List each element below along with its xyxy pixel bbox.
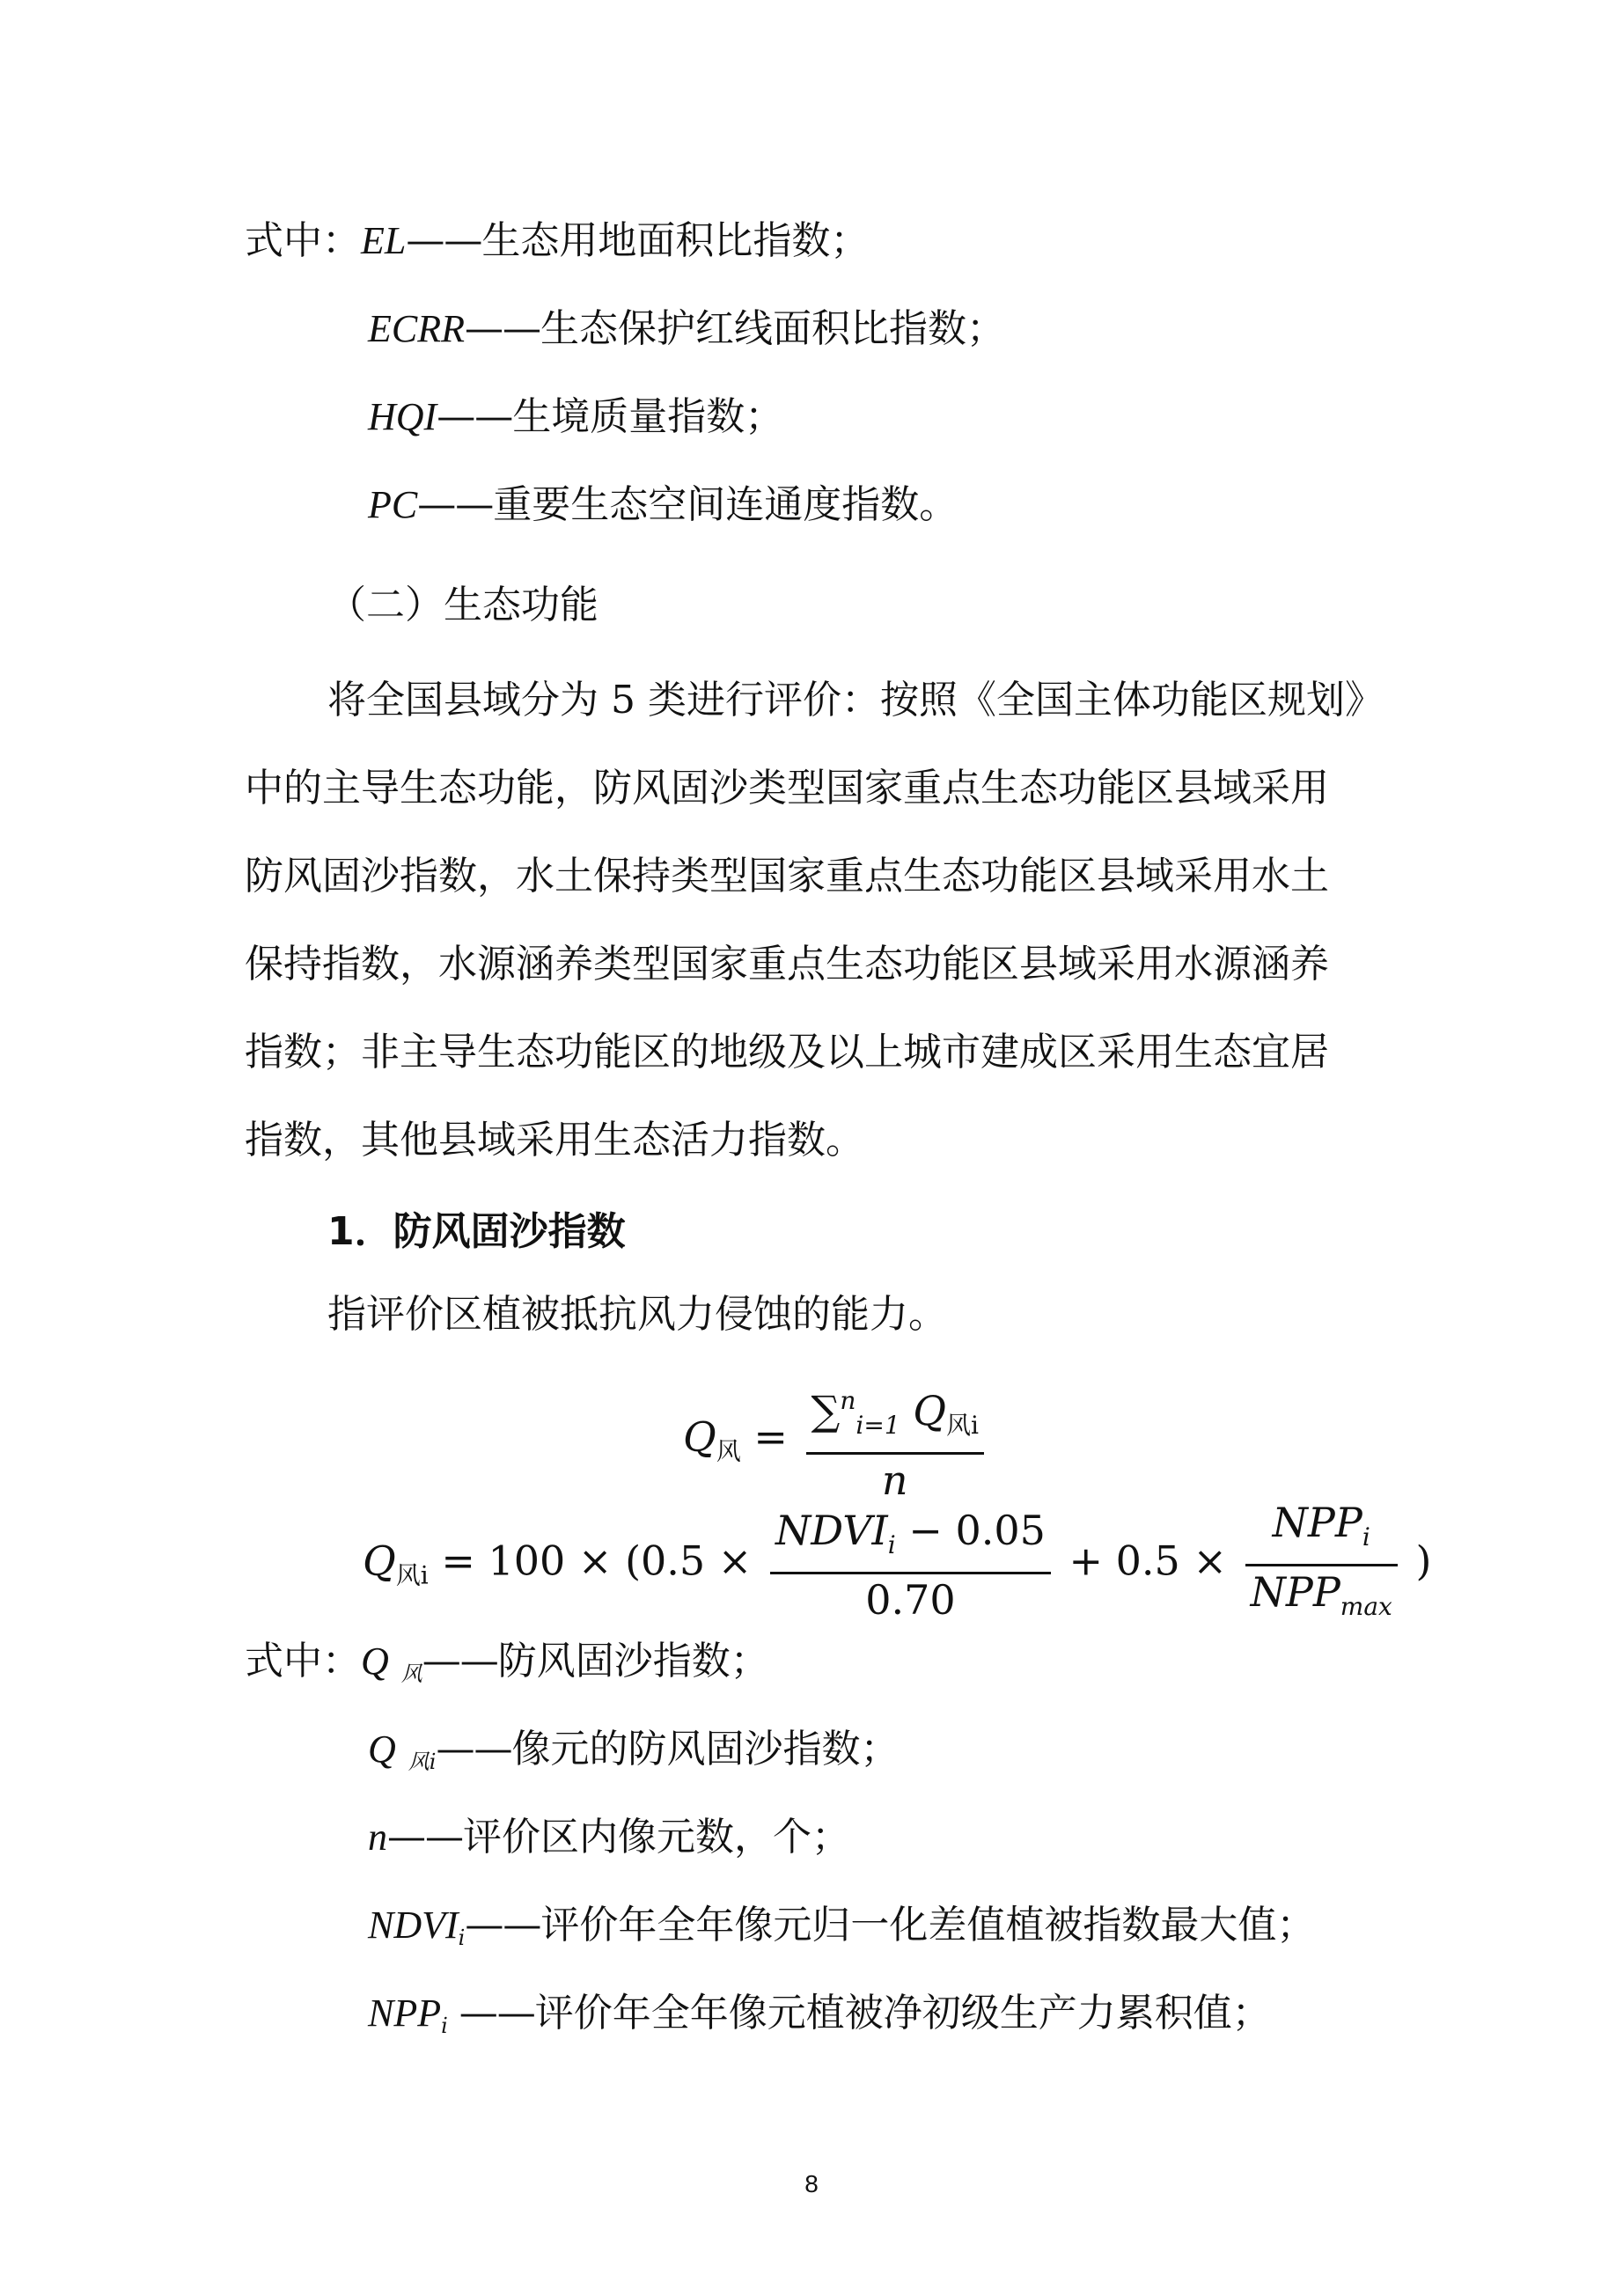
desc-q: 防风固沙指数； [497,1639,769,1683]
paragraph-line: 指数，其他县域采用生态活力指数。 [245,1118,864,1163]
formula-pixel-wind-index [363,1496,1431,1632]
sum-upper: n [840,1386,856,1415]
term-el: EL [361,219,407,262]
defs2-line-q [245,1635,769,1700]
desc-el: 生态用地面积比指数； [481,218,870,263]
dash: —— [387,1815,463,1860]
formula2-fraction-npp [1245,1496,1398,1632]
dash: —— [437,394,513,439]
dash: —— [417,482,494,527]
formula2-mid: + 0.5 × [1069,1537,1227,1585]
term-npp: NPP [368,1992,442,2035]
desc-ecrr: 生态保护红线面积比指数； [540,306,1005,351]
formula1-fraction [806,1375,984,1506]
paragraph-line: 保持指数，水源涵养类型国家重点生态功能区县域采用水源涵养 [245,942,1329,987]
formula2-lhs-sub: 风i [395,1560,429,1590]
defs2-line-qi [368,1723,899,1788]
formula1-lhs-var: Q [683,1412,716,1461]
nppmax-var: NPP [1250,1568,1340,1616]
dash: —— [406,218,482,263]
term-qi-sub: 风i [408,1750,437,1774]
term-q: Q [361,1639,389,1683]
paragraph-line: 防风固沙指数，水土保持类型国家重点生态功能区县域采用水土 [245,854,1329,899]
defs1-line-el [245,215,869,268]
paragraph-line: 将全国县域分为 5 类进行评价：按照《全国主体功能区规划》 [327,678,1384,723]
formula2-close: ) [1415,1537,1432,1585]
dash: —— [447,1991,535,2036]
term-hqi: HQI [368,395,437,438]
term-npp-sub: i [441,2014,448,2038]
term-ecrr: ECRR [368,307,465,350]
defs2-line-ndvi [368,1899,1315,1964]
formula1-eq: = [753,1412,788,1461]
dash: —— [436,1727,512,1772]
formula2-frac2-den [1245,1566,1398,1632]
ndvi-sub: i [887,1529,896,1559]
formula2-frac2-num [1245,1496,1398,1566]
term-pc: PC [368,483,418,526]
ndvi-rest: − 0.05 [895,1506,1046,1554]
formula2-fraction-ndvi [770,1504,1051,1625]
subsection-heading: 1．防风固沙指数 [327,1209,626,1254]
page-number: 8 [804,2170,819,2197]
formula2-lhs-var: Q [363,1537,396,1585]
paragraph-line: 指数；非主导生态功能区的地级及以上城市建成区采用生态宜居 [245,1030,1329,1075]
sum-symbol: ∑ [811,1387,841,1434]
ndvi-var: NDVI [775,1506,888,1554]
formula2-frac1-den: 0.70 [865,1575,956,1624]
defs1-line-pc [368,479,958,532]
formula2-eq-part: = 100 × (0.5 × [441,1537,753,1585]
defs1-line-hqi [368,391,783,444]
sum-lower: i=1 [856,1411,900,1440]
formula1-num-var: Q [913,1387,946,1434]
section-heading: （二）生态功能 [327,583,599,627]
formula-wind-index [683,1375,989,1506]
desc-hqi: 生境质量指数； [512,394,784,439]
subsection-intro: 指评价区植被抵抗风力侵蚀的能力。 [327,1292,947,1337]
nppmax-sub: max [1340,1592,1392,1621]
defs1-prefix: 式中： [245,218,361,263]
term-ndvi: NDVI [368,1904,459,1947]
desc-qi: 像元的防风固沙指数； [511,1727,900,1772]
formula1-numerator [806,1375,984,1455]
desc-ndvi: 评价年全年像元归一化差值植被指数最大值； [540,1903,1316,1948]
paragraph-line: 中的主导生态功能，防风固沙类型国家重点生态功能区县域采用 [245,766,1329,811]
defs2-line-npp [368,1987,1271,2052]
formula1-lhs-sub: 风 [716,1436,741,1466]
dash: —— [464,306,540,351]
npp-var: NPP [1272,1499,1362,1546]
term-n: n [368,1816,387,1859]
desc-n: 评价区内像元数，个； [463,1815,850,1860]
dash: —— [422,1639,498,1683]
desc-pc: 重要生态空间连通度指数。 [493,482,958,527]
defs2-line-n [368,1811,850,1864]
desc-npp: 评价年全年像元植被净初级生产力累积值； [534,1991,1271,2036]
term-qi: Q [368,1728,396,1771]
dash: —— [465,1903,541,1948]
formula1-num-sub: 风i [946,1411,979,1440]
defs2-prefix: 式中： [245,1639,361,1683]
term-q-sub: 风 [400,1661,422,1686]
defs1-line-ecrr [368,303,1005,356]
npp-sub: i [1362,1522,1370,1551]
term-ndvi-sub: i [458,1926,466,1950]
formula1-denominator: n [881,1456,908,1504]
formula2-frac1-num [770,1504,1051,1574]
